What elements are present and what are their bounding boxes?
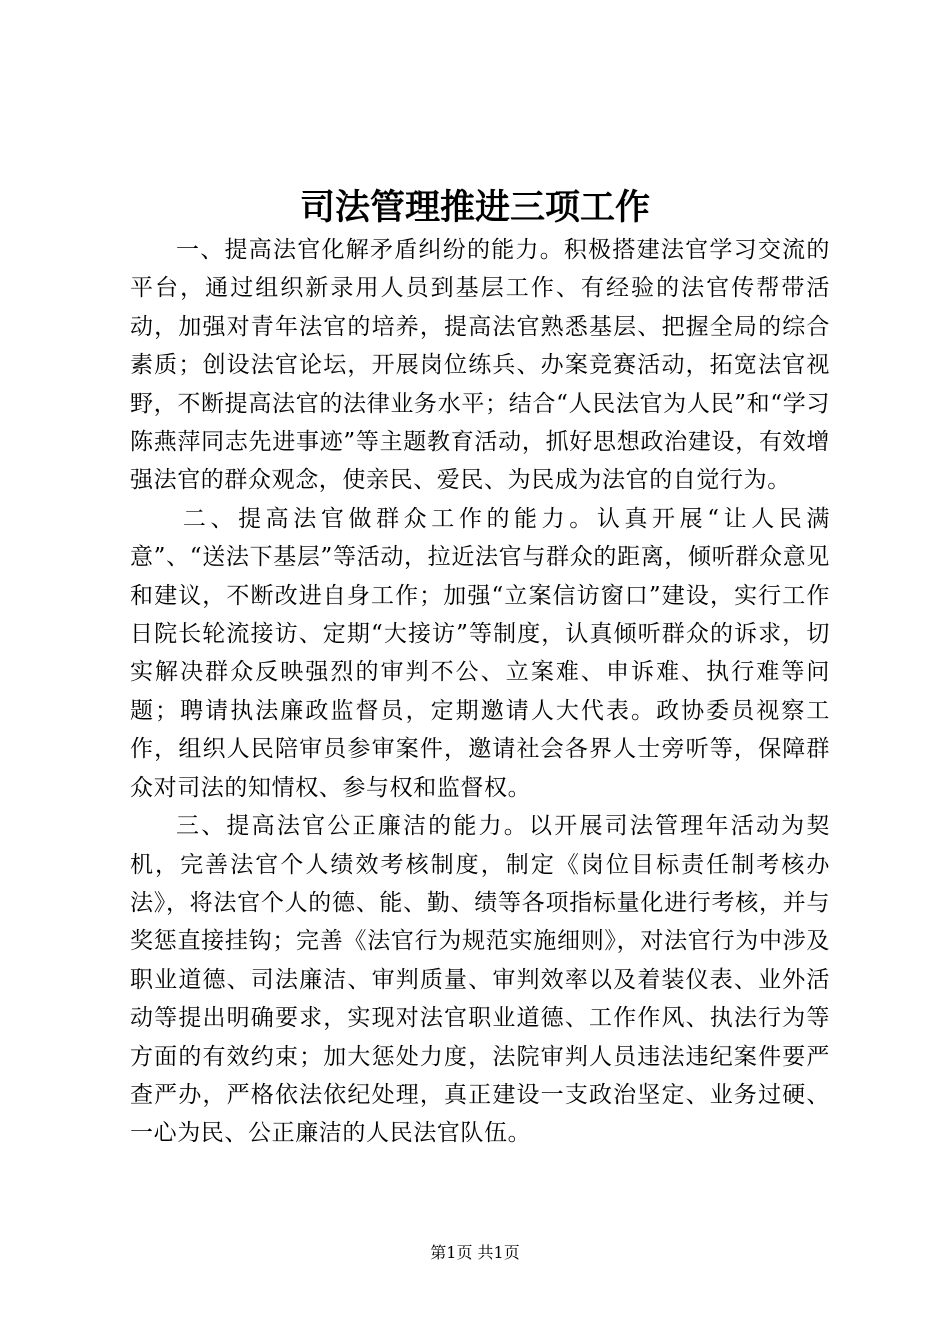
document-body: [130, 231, 830, 1153]
page-footer: 第1页 共1页: [430, 1243, 520, 1262]
paragraph-1: 一、提高法官化解矛盾纠纷的能力。积极搭建法官学习交流的平台，通过组织新录用人员到基层工作、有经验的法官传帮带活动，加强对青年法官的培养，提高法官熟悉基层、把握全局的综合素质；创设法官论坛，开展岗位练兵、办案竞赛活动，拓宽法官视野，不断提高法官的法律业务水平；结合“人民法官为人民”和“学习陈燕萍同志先进事迹”等主题教育活动，抓好思想政治建设，有效增强法官的群众观念，使亲民、爱民、为民成为法官的自觉行为。: [130, 237, 830, 494]
paragraph-3: 三、提高法官公正廉洁的能力。以开展司法管理年活动为契机，完善法官个人绩效考核制度，制定《岗位目标责任制考核办法》，将法官个人的德、能、勤、绩等各项指标量化进行考核，并与奖惩直接挂钩；完善《法官行为规范实施细则》，对法官行为中涉及职业道德、司法廉洁、审判质量、审判效率以及着装仪表、业外活动等提出明确要求，实现对法官职业道德、工作作风、执法行为等方面的有效约束；加大惩处力度，法院审判人员违法违纪案件要严查严办，严格依法依纪处理，真正建设一支政治坚定、业务过硬、一心为民、公正廉洁的人民法官队伍。: [130, 813, 830, 1147]
document-title: 司法管理推进三项工作: [299, 187, 650, 228]
paragraph-2: 二、提高法官做群众工作的能力。认真开展“让人民满意”、“送法下基层”等活动，拉近法官与群众的距离，倾听群众意见和建议，不断改进自身工作；加强“立案信访窗口”建设，实行工作日院长轮流接访、定期“大接访”等制度，认真倾听群众的诉求，切实解决群众反映强烈的审判不公、立案难、申诉难、执行难等问题；聘请执法廉政监督员，定期邀请人大代表。政协委员视察工作，组织人民陪审员参审案件，邀请社会各界人士旁听等，保障群众对司法的知情权、参与权和监督权。: [130, 505, 830, 801]
